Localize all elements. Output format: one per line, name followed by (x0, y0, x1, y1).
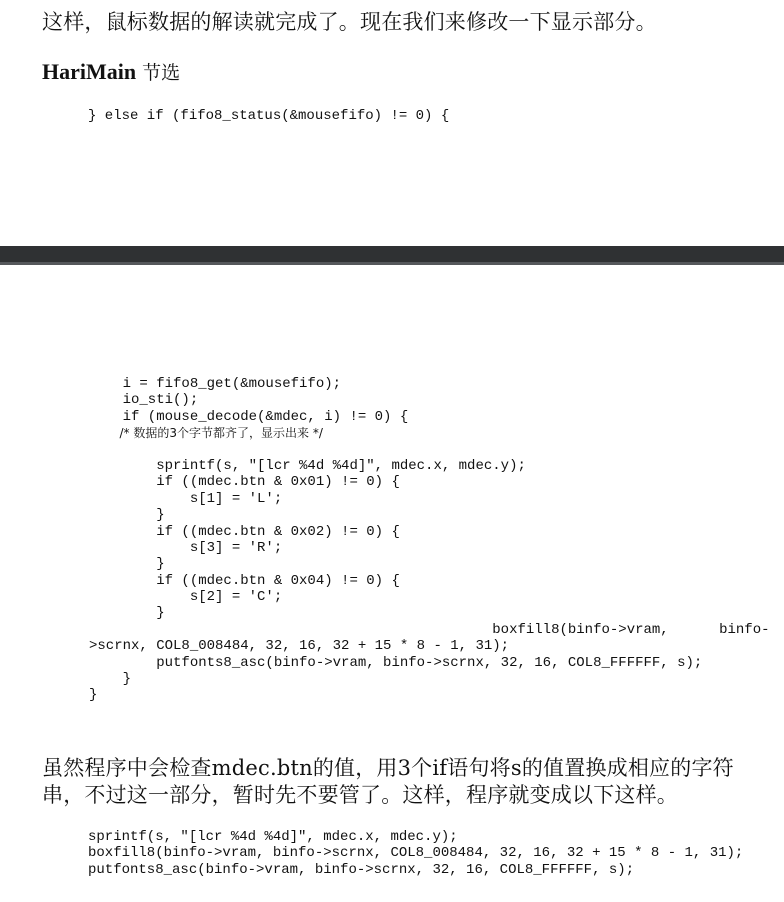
code-line: io_sti(); (89, 392, 199, 409)
code-line: putfonts8_asc(binfo->vram, binfo->scrnx, 32, 16, COL8_FFFFFF, s); (88, 861, 635, 878)
code-line: } (89, 671, 132, 688)
code-snippet-top (88, 108, 449, 124)
heading-function-name: HariMain (42, 59, 137, 84)
code-line: boxfill8(binfo->vram, binfo->scrnx, COL8_008484, 32, 16, 32 + 15 * 8 - 1, 31); (88, 845, 744, 862)
code-line (89, 442, 770, 458)
intro-paragraph: 这样，鼠标数据的解读就完成了。现在我们来修改一下显示部分。 (42, 10, 657, 34)
code-line: s[3] = 'R'; (89, 539, 283, 556)
code-line: } (89, 507, 165, 524)
code-line: sprintf(s, "[lcr %4d %4d]", mdec.x, mdec.y); (88, 829, 458, 845)
code-line: } (89, 605, 165, 622)
code-line: } (89, 687, 98, 704)
code-line: } (89, 556, 165, 573)
code-line: s[2] = 'C'; (89, 589, 283, 606)
code-snippet-bottom (88, 829, 743, 878)
code-line: if ((mdec.btn & 0x02) != 0) { (89, 523, 400, 540)
section-heading (42, 58, 180, 85)
code-line: } else if (fifo8_status(&mousefifo) != 0) { (88, 108, 450, 124)
code-comment-line: /* 数据的3个字节都齐了，显示出来 */ (89, 426, 323, 441)
page-separator-edge (0, 262, 784, 265)
code-line: s[1] = 'L'; (89, 490, 283, 507)
code-line: if ((mdec.btn & 0x04) != 0) { (89, 572, 400, 589)
code-snippet-main (89, 376, 770, 704)
code-line: boxfill8(binfo->vram, binfo- (89, 621, 770, 638)
code-line: sprintf(s, "[lcr %4d %4d]", mdec.x, mdec.y); (89, 457, 526, 474)
code-line: if ((mdec.btn & 0x01) != 0) { (89, 474, 400, 491)
explanation-line-1: 虽然程序中会检查mdec.btn的值，用3个if语句将s的值置换成相应的字符 (42, 756, 734, 780)
heading-suffix: 节选 (136, 62, 181, 84)
code-line: if (mouse_decode(&mdec, i) != 0) { (89, 408, 409, 425)
code-line: putfonts8_asc(binfo->vram, binfo->scrnx, 32, 16, COL8_FFFFFF, s); (89, 654, 703, 671)
page-separator (0, 246, 784, 265)
code-line: i = fifo8_get(&mousefifo); (89, 376, 342, 392)
code-line: >scrnx, COL8_008484, 32, 16, 32 + 15 * 8 - 1, 31); (89, 638, 510, 655)
explanation-line-2: 串，不过这一部分，暂时先不要管了。这样，程序就变成以下这样。 (42, 783, 678, 807)
